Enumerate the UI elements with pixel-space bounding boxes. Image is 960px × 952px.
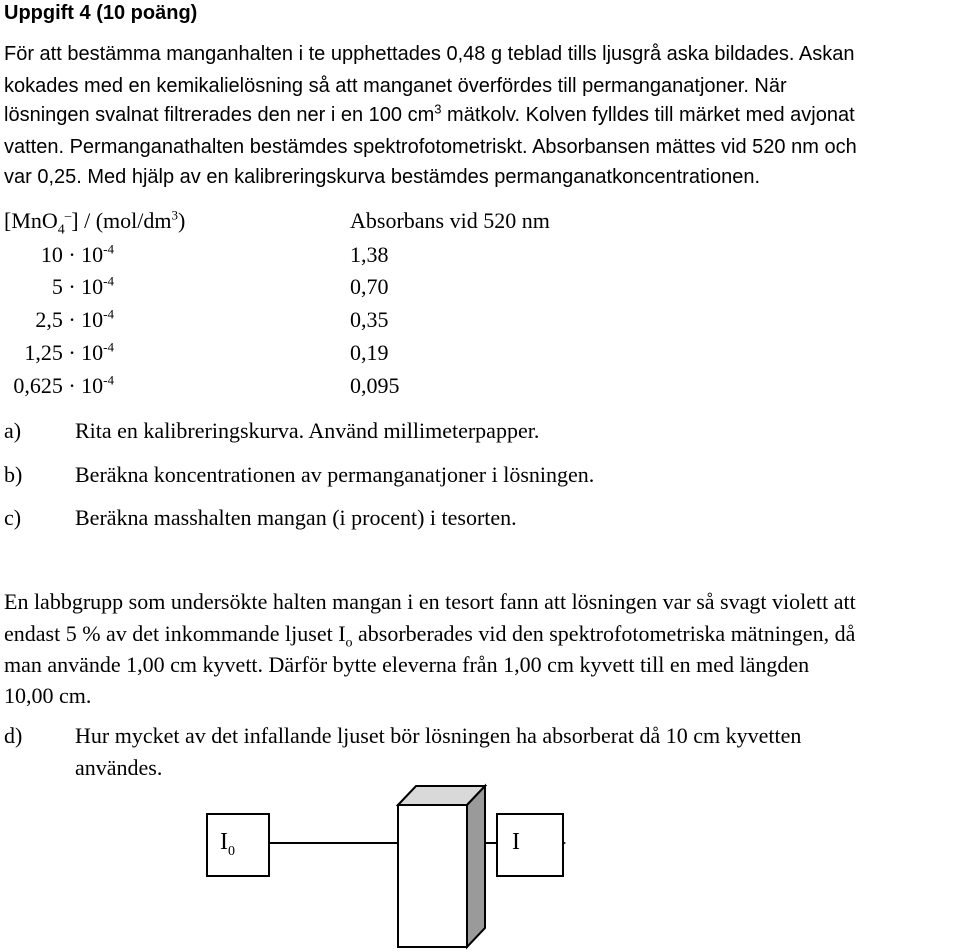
- table-cell-absorbance: 0,095: [350, 373, 400, 398]
- table-cell-absorbance: 0,70: [350, 274, 389, 299]
- table-cell-absorbance: 0,19: [350, 340, 389, 365]
- incident-light-label: $I_0$: [220, 829, 235, 859]
- table-header-absorbance: Absorbans vid 520 nm: [350, 208, 550, 233]
- intro-line-1: För att bestämma manganhalten i te upphettades 0,48 g teblad tills ljusgrå aska bildades. Askan: [4, 43, 855, 65]
- question-b-label: b): [4, 462, 23, 487]
- question-a-label: a): [4, 418, 22, 443]
- paragraph-line-3: man använde 1,00 cm kyvett. Därför bytte eleverna från 1,00 cm kyvett till en med längden: [4, 652, 810, 677]
- paragraph-line-1: En labbgrupp som undersökte halten mangan i en tesort fann att lösningen var så svagt violett att: [4, 589, 856, 614]
- question-d-label: d): [4, 723, 23, 748]
- transmitted-light-label: I: [512, 829, 520, 855]
- table-cell-absorbance: 0,35: [350, 307, 389, 332]
- paragraph-line-4: 10,00 cm.: [4, 683, 92, 708]
- intro-line-5: var 0,25. Med hjälp av en kalibreringskurva bestämdes permanganatkoncentrationen.: [4, 166, 760, 188]
- table-header-concentration: $[MnO_4^-] / (mol/dm^3)$: [4, 207, 186, 238]
- question-a-text: Rita en kalibreringskurva. Använd millimeterpapper.: [75, 418, 540, 443]
- transmitted-light-box: [496, 813, 564, 877]
- table-row: $5 \cdot 10^{-4}$: [51, 273, 114, 299]
- intro-line-4: vatten. Permanganathalten bestämdes spektrofotometriskt. Absorbansen mättes vid 520 nm och: [4, 136, 857, 158]
- table-row: $2,5 \cdot 10^{-4}$: [35, 306, 114, 332]
- question-b-text: Beräkna koncentrationen av permanganatjoner i lösningen.: [75, 462, 595, 487]
- table-row: $10 \cdot 10^{-4}$: [40, 241, 114, 267]
- question-d-line-1: Hur mycket av det infallande ljuset bör lösningen ha absorberat då 10 cm kyvetten: [75, 723, 802, 748]
- task-title: Uppgift 4 (10 poäng): [4, 2, 198, 24]
- question-c-label: c): [4, 505, 22, 530]
- intro-line-2: kokades med en kemikalielösning så att manganet överfördes till permanganatjoner. När: [4, 75, 787, 97]
- table-cell-absorbance: 1,38: [350, 242, 389, 267]
- paragraph-line-2: endast 5 % av det inkommande ljuset $I_o$ absorberades vid den spektrofotometriska mätningen, då: [4, 621, 856, 651]
- question-c-text: Beräkna masshalten mangan (i procent) i tesorten.: [75, 505, 517, 530]
- table-row: $0,625 \cdot 10^{-4}$: [13, 372, 114, 398]
- intro-line-3: lösningen svalnat filtrerades den ner i en 100 $cm^3$ mätkolv. Kolven fylldes till märket med avjonat: [4, 101, 855, 126]
- question-d-line-2: användes.: [75, 755, 163, 780]
- table-row: $1,25 \cdot 10^{-4}$: [24, 339, 114, 365]
- cuvette-icon: [398, 786, 485, 947]
